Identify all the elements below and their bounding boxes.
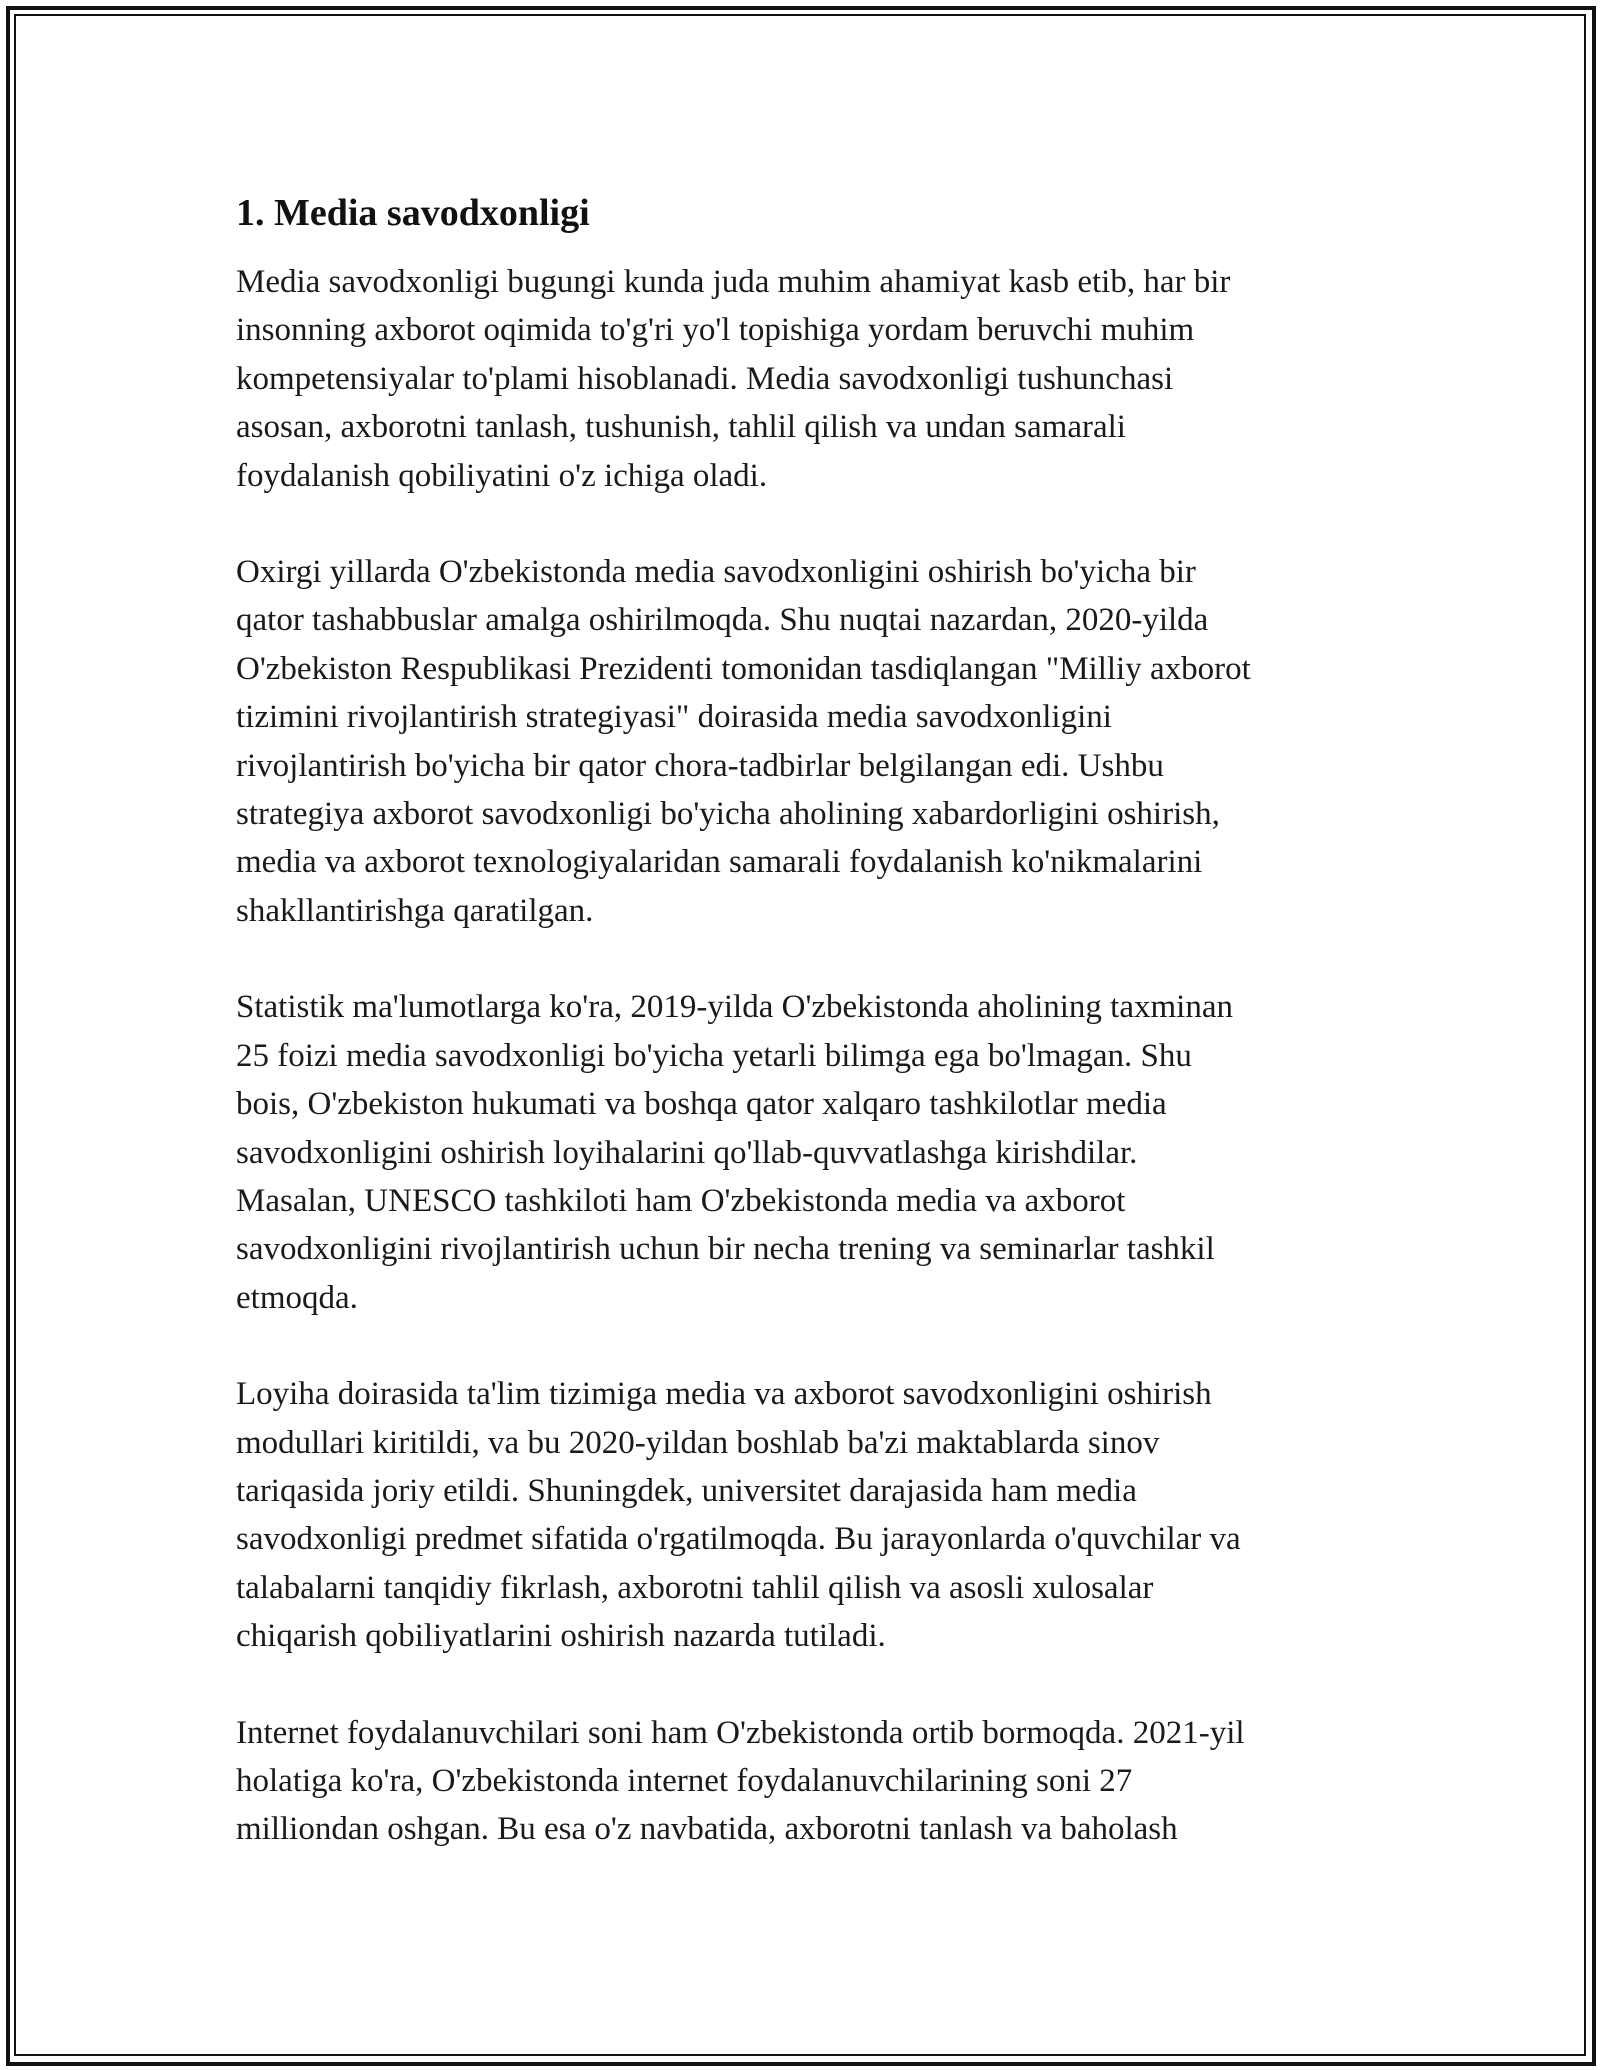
section-heading: 1. Media savodxonligi xyxy=(236,192,590,234)
paragraph-statistics: Statistik ma'lumotlarga ko'ra, 2019-yilda O'zbekistonda aholining taxminan 25 foizi media savodxonligi bo'yicha yetarli bilimga ega bo'lmagan. Shu bois, O'zbekiston hukumati va boshqa qator xalqaro tashkilotlar media savodxonligini oshirish loyihalarini qo'llab-quvvatlashga kirishdilar. Masalan, UNESCO tashkiloti ham O'zbekistonda media va axborot savodxonligini rivojlantirish uchun bir necha trening va seminarlar tashkil etmoqda. xyxy=(236,989,1233,1316)
paragraph-education: Loyiha doirasida ta'lim tizimiga media va axborot savodxonligini oshirish modullari kiritildi, va bu 2020-yildan boshlab ba'zi maktablarda sinov tariqasida joriy etildi. Shuningdek, universitet darajasida ham media savodxonligi predmet sifatida o'rgatilmoqda. Bu jarayonlarda o'quvchilar va talabalarni tanqidiy fikrlash, axborotni tahlil qilish va asosli xulosalar chiqarish qobiliyatlarini oshirish nazarda tutiladi. xyxy=(236,1376,1241,1655)
document-body xyxy=(236,186,1386,1902)
paragraph-internet: Internet foydalanuvchilari soni ham O'zbekistonda ortib bormoqda. 2021-yil holatiga ko'ra, O'zbekistonda internet foydalanuvchilarining soni 27 milliondan oshgan. Bu esa o'z navbatida, axborotni tanlash va baholash xyxy=(236,1714,1245,1848)
paragraph-intro: Media savodxonligi bugungi kunda juda muhim ahamiyat kasb etib, har bir insonning axborot oqimida to'g'ri yo'l topishiga yordam beruvchi muhim kompetensiyalar to'plami hisoblanadi. Media savodxonligi tushunchasi asosan, axborotni tanlash, tushunish, tahlil qilish va undan samarali foydalanish qobiliyatini o'z ichiga oladi. xyxy=(236,264,1231,494)
paragraph-initiatives: Oxirgi yillarda O'zbekistonda media savodxonligini oshirish bo'yicha bir qator tashabbuslar amalga oshirilmoqda. Shu nuqtai nazardan, 2020-yilda O'zbekiston Respublikasi Prezidenti tomonidan tasdiqlangan "Milliy axborot tizimini rivojlantirish strategiyasi" doirasida media savodxonligini rivojlantirish bo'yicha bir qator chora-tadbirlar belgilangan edi. Ushbu strategiya axborot savodxonligi bo'yicha aholining xabardorligini oshirish, media va axborot texnologiyalaridan samarali foydalanish ko'nikmalarini shakllantirishga qaratilgan. xyxy=(236,554,1251,929)
